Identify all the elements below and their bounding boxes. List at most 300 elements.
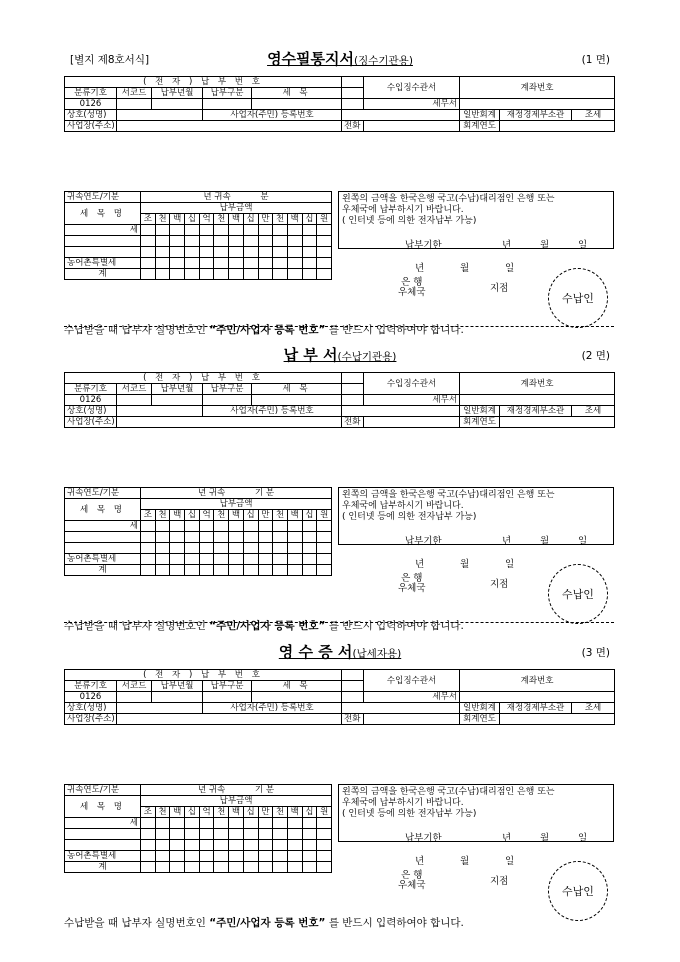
- amount-digit-cell[interactable]: [258, 565, 273, 576]
- phone-value[interactable]: [364, 121, 460, 132]
- phone-value[interactable]: [364, 417, 460, 428]
- amount-digit-cell[interactable]: [170, 543, 185, 554]
- amount-digit-cell[interactable]: [185, 851, 200, 862]
- account-no-label: 계좌번호: [460, 373, 615, 395]
- notice-text: [339, 785, 613, 822]
- amount-digit-cell[interactable]: [302, 818, 317, 829]
- amount-digit-cell[interactable]: [214, 521, 229, 532]
- amount-digit-cell[interactable]: [258, 247, 273, 258]
- amount-digit-cell[interactable]: [214, 554, 229, 565]
- blank-cell[interactable]: [65, 543, 141, 554]
- amount-digit-cell[interactable]: [155, 236, 170, 247]
- amount-digit-cell[interactable]: [141, 543, 156, 554]
- amount-digit-cell[interactable]: [199, 225, 214, 236]
- amount-digit-cell[interactable]: [229, 851, 244, 862]
- amount-digit-cell[interactable]: [199, 236, 214, 247]
- class-code-value[interactable]: 0126: [65, 395, 117, 406]
- bank-post-label: [398, 278, 426, 298]
- amount-digit-cell[interactable]: [273, 565, 288, 576]
- amount-digit-cell[interactable]: [243, 862, 258, 873]
- amount-digit-cell[interactable]: [273, 269, 288, 280]
- amount-digit-cell[interactable]: [302, 851, 317, 862]
- amount-digit-cell[interactable]: [258, 554, 273, 565]
- paid-month: 월: [460, 263, 470, 274]
- amount-digit-cell[interactable]: [214, 532, 229, 543]
- digit-header-4: 십: [185, 510, 200, 521]
- reg-no-label: 사업자(주민) 등록번호: [203, 406, 342, 417]
- amount-digit-cell[interactable]: [141, 554, 156, 565]
- due-year: 년: [502, 240, 512, 251]
- amount-digit-cell[interactable]: [170, 862, 185, 873]
- amount-digit-cell[interactable]: [243, 247, 258, 258]
- amount-digit-cell[interactable]: [155, 840, 170, 851]
- amount-digit-cell[interactable]: [170, 851, 185, 862]
- reg-no-value[interactable]: [342, 703, 460, 714]
- amount-digit-cell[interactable]: [287, 565, 302, 576]
- post-office-label: 우체국: [398, 880, 426, 891]
- fiscal-year-value[interactable]: [500, 714, 615, 725]
- total-label: 계: [65, 269, 141, 280]
- amount-digit-cell[interactable]: [302, 236, 317, 247]
- amount-digit-cell[interactable]: [229, 554, 244, 565]
- amount-digit-cell[interactable]: [170, 269, 185, 280]
- amount-table: [64, 487, 332, 576]
- payment-ym-header: 납부년월: [152, 384, 203, 395]
- notice-line-3: ( 인터넷 등에 의한 전자납부 가능): [342, 512, 477, 522]
- class-code-value[interactable]: 0126: [65, 692, 117, 703]
- address-value[interactable]: [117, 121, 342, 132]
- amount-digit-cell[interactable]: [141, 818, 156, 829]
- blank-cell[interactable]: [65, 532, 141, 543]
- amount-digit-cell[interactable]: [229, 818, 244, 829]
- amount-digit-cell[interactable]: [273, 225, 288, 236]
- amount-digit-cell[interactable]: [199, 851, 214, 862]
- name-value[interactable]: [117, 110, 203, 121]
- amount-digit-cell[interactable]: [229, 532, 244, 543]
- class-code-value[interactable]: 0126: [65, 99, 117, 110]
- amount-digit-cell[interactable]: [170, 818, 185, 829]
- amount-digit-cell[interactable]: [287, 829, 302, 840]
- tax-office-value[interactable]: 세무서: [364, 692, 460, 703]
- amount-digit-cell[interactable]: [155, 818, 170, 829]
- amount-digit-cell[interactable]: [243, 532, 258, 543]
- address-value[interactable]: [117, 714, 342, 725]
- paid-month: 월: [460, 559, 470, 570]
- amount-digit-cell[interactable]: [258, 258, 273, 269]
- amount-digit-cell[interactable]: [243, 543, 258, 554]
- amount-digit-cell[interactable]: [287, 818, 302, 829]
- reg-no-value[interactable]: [342, 110, 460, 121]
- amount-digit-cell[interactable]: [273, 521, 288, 532]
- payment-type-value[interactable]: [203, 395, 252, 406]
- blank-cell: [342, 670, 364, 681]
- amount-digit-cell[interactable]: [317, 554, 332, 565]
- section-title: 영수필통지서: [267, 50, 355, 68]
- amount-digit-cell[interactable]: [317, 225, 332, 236]
- amount-digit-cell[interactable]: [199, 521, 214, 532]
- amount-digit-cell[interactable]: [170, 565, 185, 576]
- section-title-wrap: [0, 48, 680, 69]
- digit-header-7: 백: [229, 510, 244, 521]
- amount-digit-cell[interactable]: [170, 829, 185, 840]
- amount-digit-cell[interactable]: [170, 247, 185, 258]
- note-post: 를 반드시 입력하여야 합니다.: [328, 917, 464, 929]
- amount-table: [64, 191, 332, 280]
- section-subtitle: (수납기관용): [337, 351, 397, 363]
- blank-cell[interactable]: [65, 829, 141, 840]
- amount-digit-cell[interactable]: [317, 236, 332, 247]
- amount-digit-cell[interactable]: [317, 565, 332, 576]
- amount-digit-cell[interactable]: [155, 554, 170, 565]
- amount-digit-cell[interactable]: [273, 554, 288, 565]
- amount-digit-cell[interactable]: [287, 225, 302, 236]
- amount-digit-cell[interactable]: [199, 532, 214, 543]
- tax-item-value[interactable]: [252, 692, 342, 703]
- amount-digit-cell[interactable]: [302, 532, 317, 543]
- tax-item-value[interactable]: [252, 99, 342, 110]
- amount-label: 납부금액: [141, 499, 332, 510]
- amount-digit-cell[interactable]: [199, 543, 214, 554]
- amount-digit-cell[interactable]: [302, 247, 317, 258]
- notice-line-3: ( 인터넷 등에 의한 전자납부 가능): [342, 216, 477, 226]
- amount-digit-cell[interactable]: [185, 532, 200, 543]
- amount-digit-cell[interactable]: [141, 521, 156, 532]
- tax-item-header: 세 목: [252, 681, 342, 692]
- section-title-wrap: [0, 641, 680, 662]
- amount-digit-cell[interactable]: [214, 269, 229, 280]
- amount-digit-cell[interactable]: [287, 554, 302, 565]
- amount-digit-cell[interactable]: [302, 840, 317, 851]
- due-day: 일: [578, 240, 588, 251]
- amount-digit-cell[interactable]: [273, 236, 288, 247]
- amount-digit-cell[interactable]: [317, 829, 332, 840]
- amount-digit-cell[interactable]: [287, 521, 302, 532]
- amount-digit-cell[interactable]: [317, 258, 332, 269]
- amount-digit-cell[interactable]: [287, 543, 302, 554]
- amount-digit-cell[interactable]: [155, 225, 170, 236]
- amount-digit-cell[interactable]: [273, 258, 288, 269]
- digit-header-13: 원: [317, 214, 332, 225]
- amount-digit-cell[interactable]: [155, 565, 170, 576]
- amount-digit-cell[interactable]: [170, 521, 185, 532]
- amount-digit-cell[interactable]: [214, 236, 229, 247]
- amount-digit-cell[interactable]: [287, 840, 302, 851]
- amount-digit-cell[interactable]: [185, 554, 200, 565]
- blank-cell: [342, 373, 364, 384]
- amount-digit-cell[interactable]: [141, 247, 156, 258]
- rural-tax-label: 농어촌특별세: [65, 258, 141, 269]
- amount-digit-cell[interactable]: [229, 521, 244, 532]
- amount-digit-cell[interactable]: [243, 829, 258, 840]
- fiscal-year-label: 회계연도: [460, 714, 500, 725]
- blank-row: [65, 532, 332, 543]
- amount-digit-cell[interactable]: [302, 521, 317, 532]
- phone-value[interactable]: [364, 714, 460, 725]
- cut-line-2: [64, 622, 614, 623]
- amount-digit-cell[interactable]: [155, 829, 170, 840]
- amount-digit-cell[interactable]: [185, 258, 200, 269]
- amount-digit-cell[interactable]: [170, 532, 185, 543]
- payment-ym-value[interactable]: [152, 395, 203, 406]
- amount-digit-cell[interactable]: [170, 225, 185, 236]
- amount-digit-cell[interactable]: [141, 840, 156, 851]
- amount-digit-cell[interactable]: [317, 521, 332, 532]
- amount-digit-cell[interactable]: [229, 840, 244, 851]
- amount-digit-cell[interactable]: [273, 862, 288, 873]
- year-value-row[interactable]: [141, 785, 332, 796]
- payment-ym-header: 납부년월: [152, 681, 203, 692]
- amount-digit-cell[interactable]: [229, 247, 244, 258]
- reg-no-label: 사업자(주민) 등록번호: [203, 703, 342, 714]
- amount-digit-cell[interactable]: [243, 565, 258, 576]
- amount-digit-cell[interactable]: [273, 851, 288, 862]
- account-no-value[interactable]: [460, 99, 615, 110]
- amount-digit-cell[interactable]: [185, 269, 200, 280]
- amount-digit-cell[interactable]: [155, 258, 170, 269]
- amount-digit-cell[interactable]: [273, 840, 288, 851]
- amount-digit-cell[interactable]: [302, 862, 317, 873]
- amount-digit-cell[interactable]: [287, 532, 302, 543]
- amount-digit-cell[interactable]: [141, 851, 156, 862]
- amount-digit-cell[interactable]: [229, 565, 244, 576]
- amount-digit-cell[interactable]: [229, 225, 244, 236]
- amount-table: [64, 784, 332, 873]
- tax-row: [65, 225, 332, 236]
- amount-digit-cell[interactable]: [258, 269, 273, 280]
- amount-digit-cell[interactable]: [170, 258, 185, 269]
- amount-digit-cell[interactable]: [214, 225, 229, 236]
- amount-digit-cell[interactable]: [273, 543, 288, 554]
- amount-digit-cell[interactable]: [214, 247, 229, 258]
- amount-digit-cell[interactable]: [199, 247, 214, 258]
- amount-digit-cell[interactable]: [141, 236, 156, 247]
- amount-digit-cell[interactable]: [317, 269, 332, 280]
- amount-digit-cell[interactable]: [302, 543, 317, 554]
- note-emphasis: “주민/사업자 등록 번호”: [209, 917, 326, 929]
- amount-digit-cell[interactable]: [185, 247, 200, 258]
- amount-digit-cell[interactable]: [141, 225, 156, 236]
- amount-digit-cell[interactable]: [185, 818, 200, 829]
- amount-digit-cell[interactable]: [214, 851, 229, 862]
- amount-digit-cell[interactable]: [155, 532, 170, 543]
- amount-digit-cell[interactable]: [155, 862, 170, 873]
- amount-digit-cell[interactable]: [258, 818, 273, 829]
- blank-cell: [342, 681, 364, 692]
- name-value[interactable]: [117, 406, 203, 417]
- amount-digit-cell[interactable]: [141, 565, 156, 576]
- elec-payment-no-label: ( 전 자 ) 납 부 번 호: [65, 670, 342, 681]
- payment-ym-value[interactable]: [152, 99, 203, 110]
- amount-digit-cell[interactable]: [170, 554, 185, 565]
- amount-digit-cell[interactable]: [199, 862, 214, 873]
- amount-digit-cell[interactable]: [199, 829, 214, 840]
- amount-digit-cell[interactable]: [185, 565, 200, 576]
- amount-digit-cell[interactable]: [258, 851, 273, 862]
- section-subtitle: (납세자용): [352, 648, 402, 660]
- amount-digit-cell[interactable]: [287, 247, 302, 258]
- amount-digit-cell[interactable]: [229, 236, 244, 247]
- amount-digit-cell[interactable]: [155, 543, 170, 554]
- amount-digit-cell[interactable]: [243, 236, 258, 247]
- amount-digit-cell[interactable]: [258, 829, 273, 840]
- payment-notice-box: [338, 191, 614, 249]
- amount-label: 납부금액: [141, 203, 332, 214]
- amount-digit-cell[interactable]: [141, 258, 156, 269]
- office-code-value[interactable]: [117, 99, 152, 110]
- stamp-label: 수납인: [562, 885, 594, 898]
- amount-digit-cell[interactable]: [155, 521, 170, 532]
- amount-digit-cell[interactable]: [199, 554, 214, 565]
- amount-digit-cell[interactable]: [185, 521, 200, 532]
- amount-digit-cell[interactable]: [141, 829, 156, 840]
- amount-digit-cell[interactable]: [273, 247, 288, 258]
- section-title-wrap: [0, 344, 680, 365]
- tax-item-value[interactable]: [252, 395, 342, 406]
- amount-digit-cell[interactable]: [258, 236, 273, 247]
- blank-cell: [342, 99, 364, 110]
- payment-type-header: 납부구분: [203, 88, 252, 99]
- amount-digit-cell[interactable]: [258, 543, 273, 554]
- amount-digit-cell[interactable]: [243, 840, 258, 851]
- tax-office-value[interactable]: 세무서: [364, 99, 460, 110]
- payment-ym-value[interactable]: [152, 692, 203, 703]
- amount-digit-cell[interactable]: [243, 554, 258, 565]
- amount-digit-cell[interactable]: [258, 532, 273, 543]
- tax-office-label: 수입징수관서: [364, 373, 460, 395]
- amount-digit-cell[interactable]: [317, 840, 332, 851]
- blank-cell: [342, 395, 364, 406]
- amount-digit-cell[interactable]: [317, 543, 332, 554]
- amount-digit-cell[interactable]: [229, 258, 244, 269]
- amount-digit-cell[interactable]: [287, 269, 302, 280]
- amount-digit-cell[interactable]: [141, 862, 156, 873]
- address-value[interactable]: [117, 417, 342, 428]
- branch-label: 지점: [490, 579, 509, 590]
- blank-cell[interactable]: [65, 247, 141, 258]
- amount-digit-cell[interactable]: [199, 818, 214, 829]
- amount-digit-cell[interactable]: [199, 258, 214, 269]
- amount-digit-cell[interactable]: [287, 258, 302, 269]
- elec-payment-no-label: ( 전 자 ) 납 부 번 호: [65, 373, 342, 384]
- amount-digit-cell[interactable]: [302, 269, 317, 280]
- amount-digit-cell[interactable]: [214, 818, 229, 829]
- amount-digit-cell[interactable]: [273, 818, 288, 829]
- tax-office-value[interactable]: 세무서: [364, 395, 460, 406]
- amount-digit-cell[interactable]: [287, 851, 302, 862]
- amount-digit-cell[interactable]: [302, 225, 317, 236]
- amount-digit-cell[interactable]: [170, 236, 185, 247]
- amount-digit-cell[interactable]: [258, 521, 273, 532]
- amount-digit-cell[interactable]: [229, 543, 244, 554]
- amount-digit-cell[interactable]: [243, 818, 258, 829]
- amount-digit-cell[interactable]: [170, 840, 185, 851]
- office-code-header: 서코드: [117, 384, 152, 395]
- amount-digit-cell[interactable]: [155, 269, 170, 280]
- account-no-value[interactable]: [460, 395, 615, 406]
- amount-digit-cell[interactable]: [199, 565, 214, 576]
- amount-digit-cell[interactable]: [258, 225, 273, 236]
- amount-digit-cell[interactable]: [243, 225, 258, 236]
- amount-digit-cell[interactable]: [185, 829, 200, 840]
- paid-day: 일: [505, 559, 515, 570]
- amount-digit-cell[interactable]: [273, 829, 288, 840]
- tax-row: [65, 521, 332, 532]
- blank-cell[interactable]: [65, 840, 141, 851]
- payment-type-value[interactable]: [203, 692, 252, 703]
- amount-digit-cell[interactable]: [214, 565, 229, 576]
- amount-digit-cell[interactable]: [214, 840, 229, 851]
- amount-digit-cell[interactable]: [287, 236, 302, 247]
- fiscal-year-value[interactable]: [500, 417, 615, 428]
- notice-text: [339, 488, 613, 525]
- amount-digit-cell[interactable]: [214, 258, 229, 269]
- amount-digit-cell[interactable]: [141, 532, 156, 543]
- year-word: 년 귀속: [197, 488, 226, 498]
- notice-footnote: [64, 618, 464, 633]
- note-emphasis: “주민/사업자 등록 번호”: [209, 620, 326, 632]
- blank-cell[interactable]: [65, 236, 141, 247]
- amount-digit-cell[interactable]: [229, 829, 244, 840]
- amount-digit-cell[interactable]: [302, 258, 317, 269]
- amount-digit-cell[interactable]: [317, 247, 332, 258]
- amount-digit-cell[interactable]: [229, 862, 244, 873]
- amount-digit-cell[interactable]: [243, 269, 258, 280]
- amount-digit-cell[interactable]: [273, 532, 288, 543]
- office-code-value[interactable]: [117, 395, 152, 406]
- digit-header-4: 십: [185, 214, 200, 225]
- amount-digit-cell[interactable]: [317, 851, 332, 862]
- office-code-value[interactable]: [117, 692, 152, 703]
- amount-digit-cell[interactable]: [199, 269, 214, 280]
- amount-digit-cell[interactable]: [258, 840, 273, 851]
- year-value-row[interactable]: [141, 192, 332, 203]
- amount-digit-cell[interactable]: [243, 258, 258, 269]
- reg-no-value[interactable]: [342, 406, 460, 417]
- amount-digit-cell[interactable]: [243, 851, 258, 862]
- amount-digit-cell[interactable]: [185, 862, 200, 873]
- amount-digit-cell[interactable]: [214, 829, 229, 840]
- general-account-label: 일반회계: [460, 110, 500, 121]
- amount-digit-cell[interactable]: [155, 247, 170, 258]
- amount-digit-cell[interactable]: [141, 269, 156, 280]
- amount-digit-cell[interactable]: [185, 543, 200, 554]
- fiscal-year-value[interactable]: [500, 121, 615, 132]
- name-value[interactable]: [117, 703, 203, 714]
- amount-digit-cell[interactable]: [287, 862, 302, 873]
- section-header: [0, 48, 680, 72]
- amount-digit-cell[interactable]: [155, 851, 170, 862]
- amount-digit-cell[interactable]: [185, 236, 200, 247]
- amount-digit-cell[interactable]: [258, 862, 273, 873]
- amount-digit-cell[interactable]: [302, 829, 317, 840]
- amount-digit-cell[interactable]: [199, 840, 214, 851]
- amount-digit-cell[interactable]: [317, 862, 332, 873]
- amount-digit-cell[interactable]: [185, 840, 200, 851]
- amount-digit-cell[interactable]: [243, 521, 258, 532]
- amount-digit-cell[interactable]: [214, 543, 229, 554]
- amount-digit-cell[interactable]: [302, 554, 317, 565]
- amount-digit-cell[interactable]: [317, 532, 332, 543]
- amount-digit-cell[interactable]: [317, 818, 332, 829]
- year-value-row[interactable]: [141, 488, 332, 499]
- amount-digit-cell[interactable]: [229, 269, 244, 280]
- amount-digit-cell[interactable]: [302, 565, 317, 576]
- amount-digit-cell[interactable]: [185, 225, 200, 236]
- account-no-value[interactable]: [460, 692, 615, 703]
- digit-header-3: 백: [170, 214, 185, 225]
- payment-type-value[interactable]: [203, 99, 252, 110]
- amount-digit-cell[interactable]: [214, 862, 229, 873]
